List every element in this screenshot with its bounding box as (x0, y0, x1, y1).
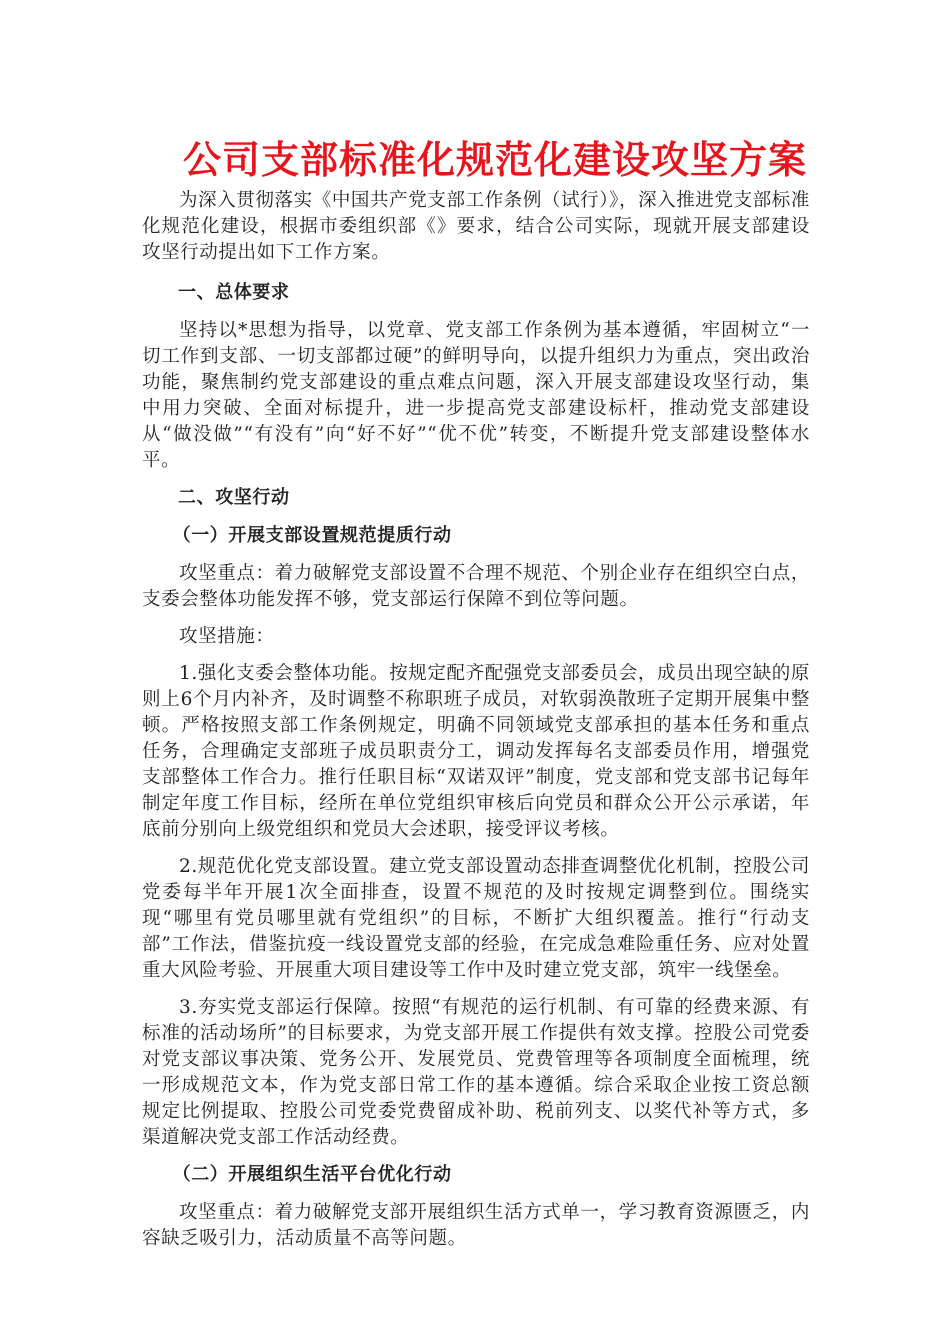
focus-paragraph-2: 攻坚重点：着力破解党支部开展组织生活方式单一，学习教育资源匮乏，内容缺乏吸引力，活动质量不高等问题。 (142, 1202, 810, 1249)
subsection-heading-2: （二）开展组织生活平台优化行动 (172, 1164, 452, 1185)
subsection-heading-1: （一）开展支部设置规范提质行动 (172, 525, 452, 546)
measure-paragraph-1: 1.强化支委会整体功能。按规定配齐配强党支部委员会，成员出现空缺的原则上6个月内补齐，及时调整不称职班子成员，对软弱涣散班子定期开展集中整顿。严格按照支部工作条例规定，明确不同领域党支部承担的基本任务和重点任务，合理确定支部班子成员职责分工，调动发挥每名支部委员作用，增强党支部整体工作合力。推行任职目标“双诺双评”制度，党支部和党支部书记每年制定年度工作目标，经所在单位党组织审核后向党员和群众公开公示承诺，年底前分别向上级党组织和党员大会述职，接受评议考核。 (142, 663, 810, 840)
focus-paragraph-1: 攻坚重点：着力破解党支部设置不合理不规范、个别企业存在组织空白点，支委会整体功能发挥不够，党支部运行保障不到位等问题。 (142, 563, 810, 610)
section-heading-1: 一、总体要求 (178, 282, 290, 303)
measures-label: 攻坚措施： (179, 626, 275, 647)
measure-paragraph-3: 3.夯实党支部运行保障。按照“有规范的运行机制、有可靠的经费来源、有标准的活动场所”的目标要求，为党支部开展工作提供有效支撑。控股公司党委对党支部议事决策、党务公开、发展党员、党费管理等各项制度全面梳理，统一形成规范文本，作为党支部日常工作的基本遵循。综合采取企业按工资总额规定比例提取、控股公司党委党费留成补助、税前列支、以奖代补等方式，多渠道解决党支部工作活动经费。 (142, 997, 810, 1148)
document-body (142, 188, 810, 1263)
intro-paragraph: 为深入贯彻落实《中国共产党支部工作条例（试行）》，深入推进党支部标准化规范化建设，根据市委组织部《》要求，结合公司实际，现就开展支部建设攻坚行动提出如下工作方案。 (142, 190, 810, 263)
measure-paragraph-2: 2.规范优化党支部设置。建立党支部设置动态排查调整优化机制，控股公司党委每半年开展1次全面排查，设置不规范的及时按规定调整到位。围绕实现“哪里有党员哪里就有党组织”的目标，不断扩大组织覆盖。推行“行动支部”工作法，借鉴抗疫一线设置党支部的经验，在完成急难险重任务、应对处置重大风险考验、开展重大项目建设等工作中及时建立党支部，筑牢一线堡垒。 (142, 856, 810, 981)
section-heading-2: 二、攻坚行动 (178, 487, 290, 508)
document-title: 公司支部标准化规范化建设攻坚方案 (182, 137, 807, 182)
general-requirements-paragraph: 坚持以*思想为指导，以党章、党支部工作条例为基本遵循，牢固树立“一切工作到支部、一切支部都过硬”的鲜明导向，以提升组织力为重点，突出政治功能，聚焦制约党支部建设的重点难点问题，深入开展支部建设攻坚行动，集中用力突破、全面对标提升，进一步提高党支部建设标杆，推动党支部建设从“做没做”“有没有”向“好不好”“优不优”转变，不断提升党支部建设整体水平。 (142, 320, 810, 471)
